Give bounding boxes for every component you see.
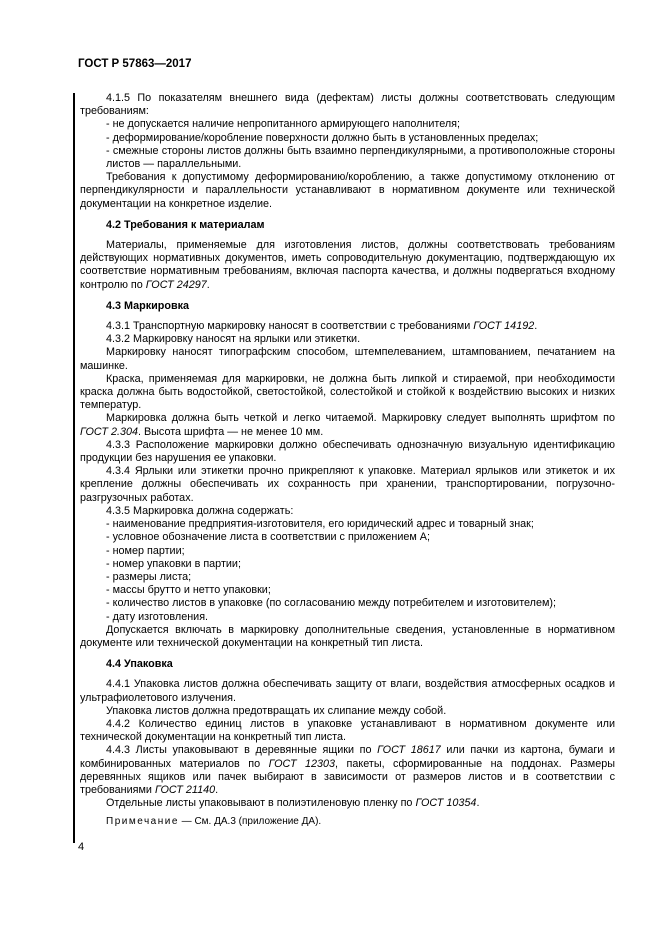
paragraph-4-3-1: 4.3.1 Транспортную маркировку наносят в соответствии с требованиями ГОСТ 14192.	[106, 320, 538, 333]
standard-reference: ГОСТ 21140	[154, 783, 216, 796]
paragraph: Упаковка листов должна предотвращать их слипание между собой.	[106, 704, 447, 717]
standard-reference: ГОСТ 18617	[377, 744, 441, 757]
standard-reference: ГОСТ 14192	[473, 320, 535, 333]
note	[80, 815, 615, 828]
paragraph-4-4-1: 4.4.1 Упаковка листов должна обеспечивать защиту от влаги, воздействия атмосферных осадков и ультрафиолетового излучения.	[80, 678, 615, 704]
paragraph: Допускается включать в маркировку дополнительные сведения, установленные в нормативном документе или технической документации на конкретный тип листа.	[80, 623, 615, 649]
list-item: - массы брутто и нетто упаковки;	[106, 584, 271, 597]
paragraph-4-3-3: 4.3.3 Расположение маркировки должно обеспечивать однозначную визуальную идентификацию продукции без нарушения ее упаковки.	[80, 438, 615, 465]
list-item: - наименование предприятия-изготовителя, его юридический адрес и товарный знак;	[106, 518, 534, 531]
paragraph: Требования к допустимому деформированию/короблению, а также допустимому отклонению от перпендикулярности и параллельности устанавливают в нормативном документе или технической документации на конкретное изделие.	[80, 171, 615, 210]
paragraph-4-3-2: 4.3.2 Маркировку наносят на ярлыки или этикетки.	[106, 333, 361, 346]
section-heading-4-3: 4.3 Маркировка	[106, 299, 190, 312]
document-header: ГОСТ Р 57863—2017	[78, 58, 192, 70]
list-item: - деформирование/коробление поверхности должно быть в установленных пределах;	[106, 131, 539, 144]
standard-reference: ГОСТ 12303	[268, 757, 336, 770]
note-text: — См. ДА.3 (приложение ДА).	[178, 816, 322, 828]
paragraph-4-4-3: 4.4.3 Листы упаковывают в деревянные ящики по ГОСТ 18617 или пачки из картона, бумаги и комбинированных материалов по ГОСТ 12303, пакеты, сформированные на поддонах. Размеры деревянных ящиков или пачек выбирают в зависимости от размеров листов и в соответствии с требованиями ГОСТ 21140.	[80, 744, 615, 796]
paragraph: Отдельные листы упаковывают в полиэтиленовую пленку по ГОСТ 10354.	[106, 797, 480, 810]
list-item: - номер партии;	[106, 544, 185, 557]
paragraph-4-2: Материалы, применяемые для изготовления листов, должны соответствовать требованиям действующих нормативных документов, иметь сопроводительную документацию, подтверждающую их соответствие нормативным требованиям, включая паспорта качества, и должны подвергаться входному контролю по ГОСТ 24297.	[80, 239, 615, 291]
list-item: - дату изготовления.	[106, 610, 209, 623]
standard-reference: ГОСТ 24297	[145, 278, 207, 291]
note-label: Примечание	[106, 816, 179, 828]
list-item: - условное обозначение листа в соответствии с приложением А;	[106, 531, 430, 544]
paragraph: Маркировка должна быть четкой и легко читаемой. Маркировку следует выполнять шрифтом по ГОСТ 2.304. Высота шрифта — не менее 10 мм.	[80, 412, 615, 438]
page-content	[80, 92, 615, 829]
list-item: - номер упаковки в партии;	[106, 557, 241, 570]
section-heading-4-4: 4.4 Упаковка	[106, 658, 173, 671]
standard-reference: ГОСТ 10354	[415, 797, 477, 810]
paragraph: Маркировку наносят типографским способом, штемпелеванием, штампованием, печатанием на машинке.	[80, 346, 615, 372]
paragraph-4-4-2: 4.4.2 Количество единиц листов в упаковке устанавливают в нормативном документе или технической документации на конкретный тип листа.	[80, 717, 615, 744]
list-item: - смежные стороны листов должны быть взаимно перпендикулярными, а противоположные стороны листов — параллельными.	[106, 144, 615, 171]
list-item: - количество листов в упаковке (по согласованию между потребителем и изготовителем);	[106, 597, 557, 610]
paragraph-4-1-5: 4.1.5 По показателям внешнего вида (дефектам) листы должны соответствовать следующим требованиям:	[80, 92, 615, 118]
list-item: - не допускается наличие непропитанного армирующего наполнителя;	[106, 118, 460, 131]
list-item: - размеры листа;	[106, 570, 192, 583]
change-bar	[73, 93, 75, 843]
section-heading-4-2: 4.2 Требования к материалам	[106, 218, 265, 231]
standard-reference: ГОСТ 2.304	[80, 425, 138, 438]
page-number: 4	[78, 841, 85, 853]
paragraph-4-3-5: 4.3.5 Маркировка должна содержать:	[106, 504, 294, 517]
paragraph: Краска, применяемая для маркировки, не должна быть липкой и стираемой, при необходимости краска должна быть водостойкой, светостойкой, солестойкой и стойкой к воздействию высоких и низких температур.	[80, 372, 615, 412]
paragraph-4-3-4: 4.3.4 Ярлыки или этикетки прочно прикрепляют к упаковке. Материал ярлыков или этикеток и их крепление должны обеспечивать их сохранность при хранении, транспортировании, погрузочно-разгрузочных работах.	[80, 465, 615, 504]
